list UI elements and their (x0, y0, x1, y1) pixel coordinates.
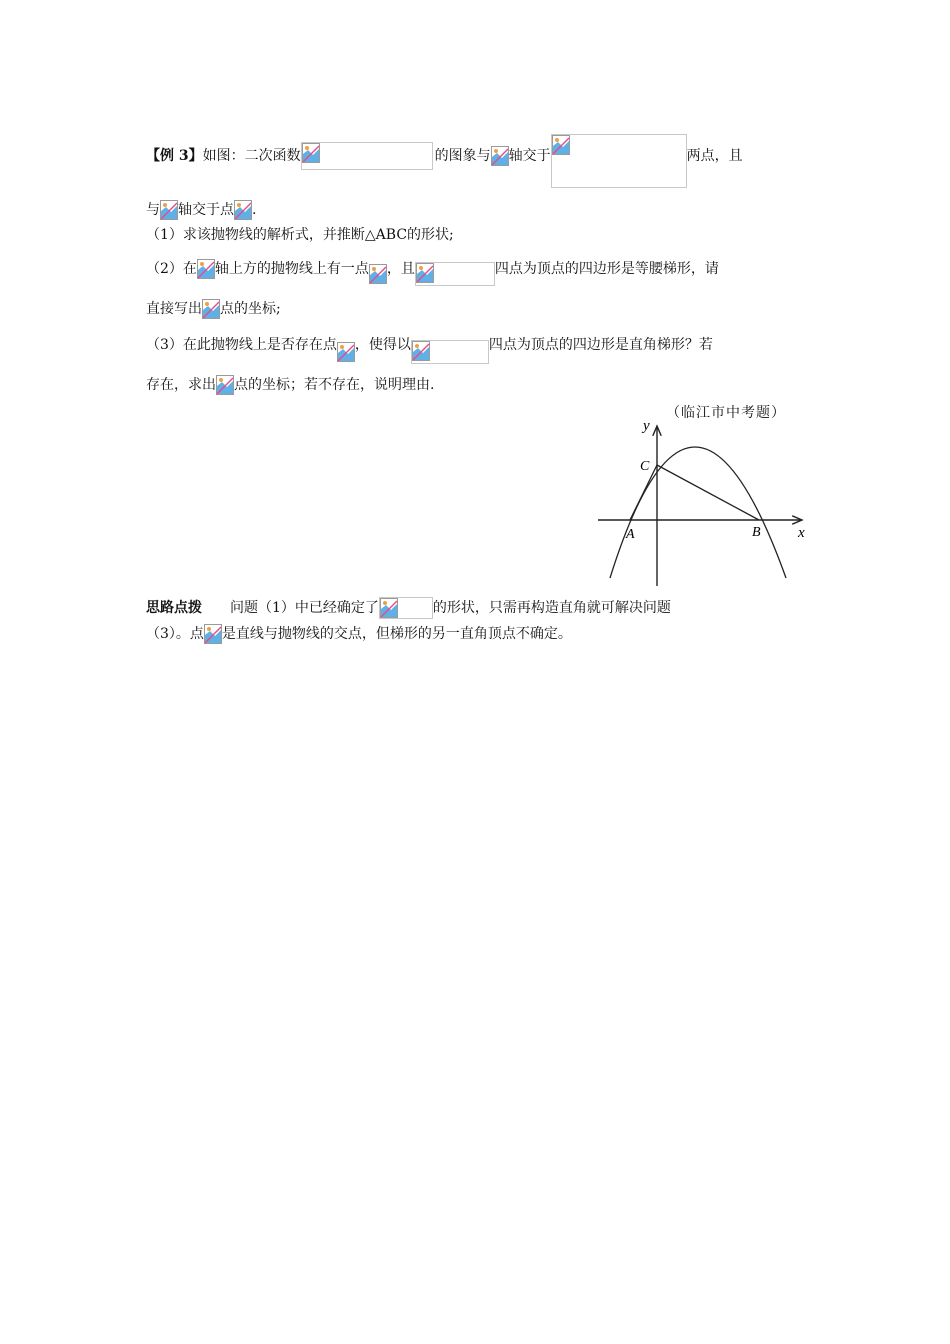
hint-label: 思路点拨 (146, 600, 202, 616)
example-label: 【例 3】 (146, 148, 203, 164)
formula-image-c (234, 200, 252, 220)
broken-image-icon (197, 259, 215, 279)
parabola-curve (610, 447, 786, 578)
x-axis-label: x (798, 525, 805, 541)
example-line-1 (146, 142, 743, 188)
formula-image-function (301, 142, 433, 170)
broken-image-icon (234, 200, 252, 220)
broken-image-icon (302, 143, 320, 163)
segment-cb (657, 465, 759, 520)
text-axis-point: 轴交于点 (178, 202, 234, 218)
question-2-text-c: ，且 (386, 261, 415, 277)
broken-image-icon (412, 341, 430, 361)
text-two-points: 两点，且 (686, 148, 743, 164)
example-line-2 (146, 200, 256, 220)
question-3-cont (146, 375, 434, 395)
formula-image-d (369, 264, 387, 284)
formula-image-p2 (216, 375, 234, 395)
broken-image-icon (216, 375, 234, 395)
formula-image-triangle (379, 597, 433, 619)
hint-line-2 (146, 624, 572, 644)
question-2-text-f: 点的坐标; (220, 301, 281, 317)
broken-image-icon (202, 299, 220, 319)
text-graph-with: 的图象与 (434, 148, 491, 164)
broken-image-icon (160, 200, 178, 220)
y-axis-label: y (643, 418, 650, 434)
broken-image-icon (369, 264, 387, 284)
source-citation: （临江市中考题） (666, 405, 786, 421)
question-1-text: （1）求该抛物线的解析式，并推断△ABC的形状; (146, 227, 454, 243)
formula-image-p (337, 342, 355, 362)
question-2 (146, 252, 719, 286)
formula-image-x-axis (197, 259, 215, 279)
question-2-text-d: 四点为顶点的四边形是等腰梯形，请 (494, 261, 719, 277)
broken-image-icon (416, 263, 434, 283)
formula-image-points-ab (551, 134, 687, 188)
question-2-cont (146, 299, 281, 319)
question-3-text-a: （3）在此抛物线上是否存在点 (146, 337, 337, 353)
formula-image-p3 (204, 624, 222, 644)
question-3-text-e: 点的坐标；若不存在，说明理由. (234, 377, 435, 393)
point-c-label: C (640, 459, 650, 474)
question-3 (146, 326, 713, 364)
broken-image-icon (337, 342, 355, 362)
question-1 (146, 225, 454, 245)
broken-image-icon (552, 135, 570, 155)
hint-text-b: 的形状，只需再构造直角就可解决问题 (432, 600, 671, 616)
formula-image-d2 (202, 299, 220, 319)
text-with: 与 (146, 202, 160, 218)
question-3-text-b: ，使得以 (354, 337, 411, 353)
broken-image-icon (380, 598, 398, 618)
formula-image-pacb (411, 340, 489, 364)
question-2-text-b: 轴上方的抛物线上有一点 (214, 261, 369, 277)
hint-text-c: （3）。点 (146, 626, 204, 642)
question-2-text-a: （2）在 (146, 261, 197, 277)
hint-text-a: 问题（1）中已经确定了 (230, 600, 379, 616)
formula-image-abcd (415, 262, 495, 286)
hint-text-d: 是直线与抛物线的交点，但梯形的另一直角顶点不确定。 (221, 626, 572, 642)
parabola-figure (594, 418, 814, 590)
hint-line-1 (146, 597, 671, 619)
broken-image-icon (204, 624, 222, 644)
point-b-label: B (752, 525, 761, 540)
text-axis-intersect: 轴交于 (508, 148, 551, 164)
formula-image-y (160, 200, 178, 220)
formula-image-x (491, 146, 509, 166)
example-intro: 如图：二次函数 (202, 148, 301, 164)
question-3-text-d: 存在，求出 (146, 377, 216, 393)
question-3-text-c: 四点为顶点的四边形是直角梯形？若 (488, 337, 713, 353)
question-2-text-e: 直接写出 (146, 301, 202, 317)
broken-image-icon (491, 146, 509, 166)
point-a-label: A (626, 527, 635, 542)
text-period: . (252, 202, 257, 218)
